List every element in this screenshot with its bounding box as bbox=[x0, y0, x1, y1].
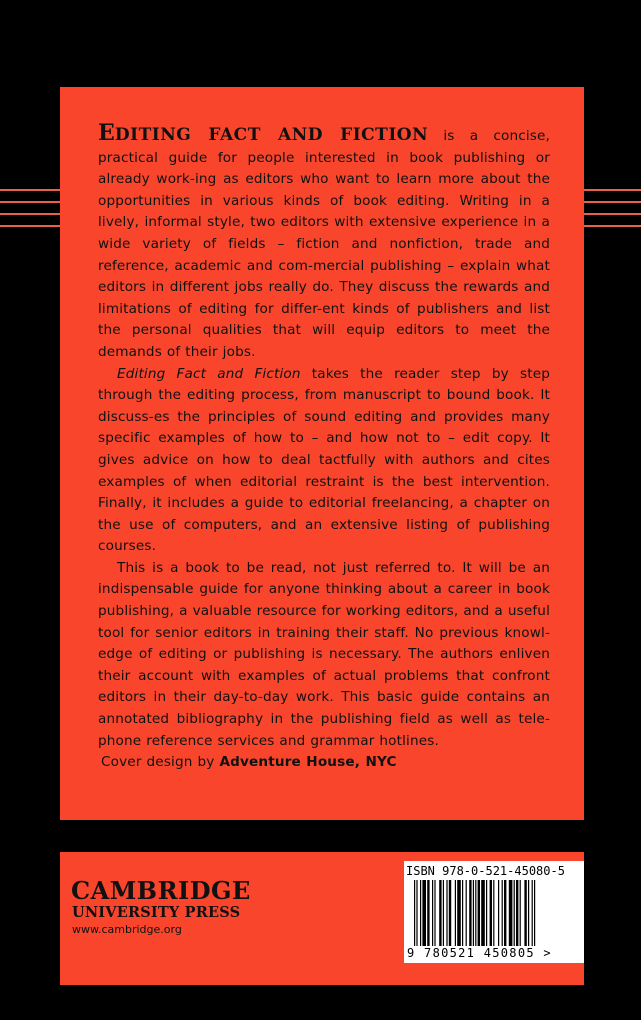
designer-name: Adventure House, NYC bbox=[219, 754, 397, 771]
barcode-box bbox=[404, 861, 584, 963]
blurb-paragraph-1: EDITING FACT AND FICTION is a concise, practical guide for people interested in book publishing or already work-ing as editors who want to learn more about the opportunities in various kinds of book editing. Writing in a lively, informal style, two editors with extensive experience in a wide variety of fields – fiction and nonfiction, trade and reference, academic and com-mercial publishing – explain what editors in different jobs really do. They discuss the rewards and limitations of editing for differ-ent kinds of publishers and list the personal qualities that will equip editors to meet the demands of their jobs. bbox=[98, 120, 550, 360]
publisher-url: www.cambridge.org bbox=[72, 923, 182, 936]
cover-credit: Cover design by Adventure House, NYC bbox=[101, 754, 397, 771]
book-title-italic: Editing Fact and Fiction bbox=[117, 365, 301, 382]
publisher-logo-name: CAMBRIDGE bbox=[71, 876, 251, 905]
isbn-label: ISBN 978-0-521-45080-5 bbox=[406, 864, 565, 878]
decorative-lines-left bbox=[0, 189, 62, 229]
book-title: EDITING FACT AND FICTION bbox=[98, 120, 429, 146]
barcode-icon bbox=[414, 880, 574, 946]
blurb-text bbox=[98, 120, 550, 774]
blurb-paragraph-3: This is a book to be read, not just referred to. It will be an indispensable guide for anyone thinking about a career in book publishing, a valuable resource for working editors, and a useful tool for senior editors in training their staff. No previous knowl-edge of editing or publishing is necessary. The authors enliven their account with examples of actual problems that confront editors in their day-to-day work. This basic guide contains an annotated bibliography in the publishing field as well as tele-phone reference services and grammar hotlines. bbox=[98, 559, 550, 749]
publisher-logo-sub: UNIVERSITY PRESS bbox=[72, 904, 241, 921]
blurb-paragraph-2: Editing Fact and Fiction takes the reader step by step through the editing process, from manuscript to bound book. It discuss-es the principles of sound editing and provides many specific examples of how to – and how not to – edit copy. It gives advice on how to deal tactfully with authors and cites examples of when editorial restraint is the best intervention. Finally, it includes a guide to editorial freelancing, a chapter on the use of computers, and an extensive listing of publishing courses. bbox=[98, 365, 550, 555]
decorative-lines-right bbox=[584, 189, 641, 229]
blurb-panel bbox=[60, 87, 584, 820]
publisher-panel bbox=[60, 852, 584, 985]
ean-digits: 9 780521 450805 > bbox=[407, 946, 552, 960]
